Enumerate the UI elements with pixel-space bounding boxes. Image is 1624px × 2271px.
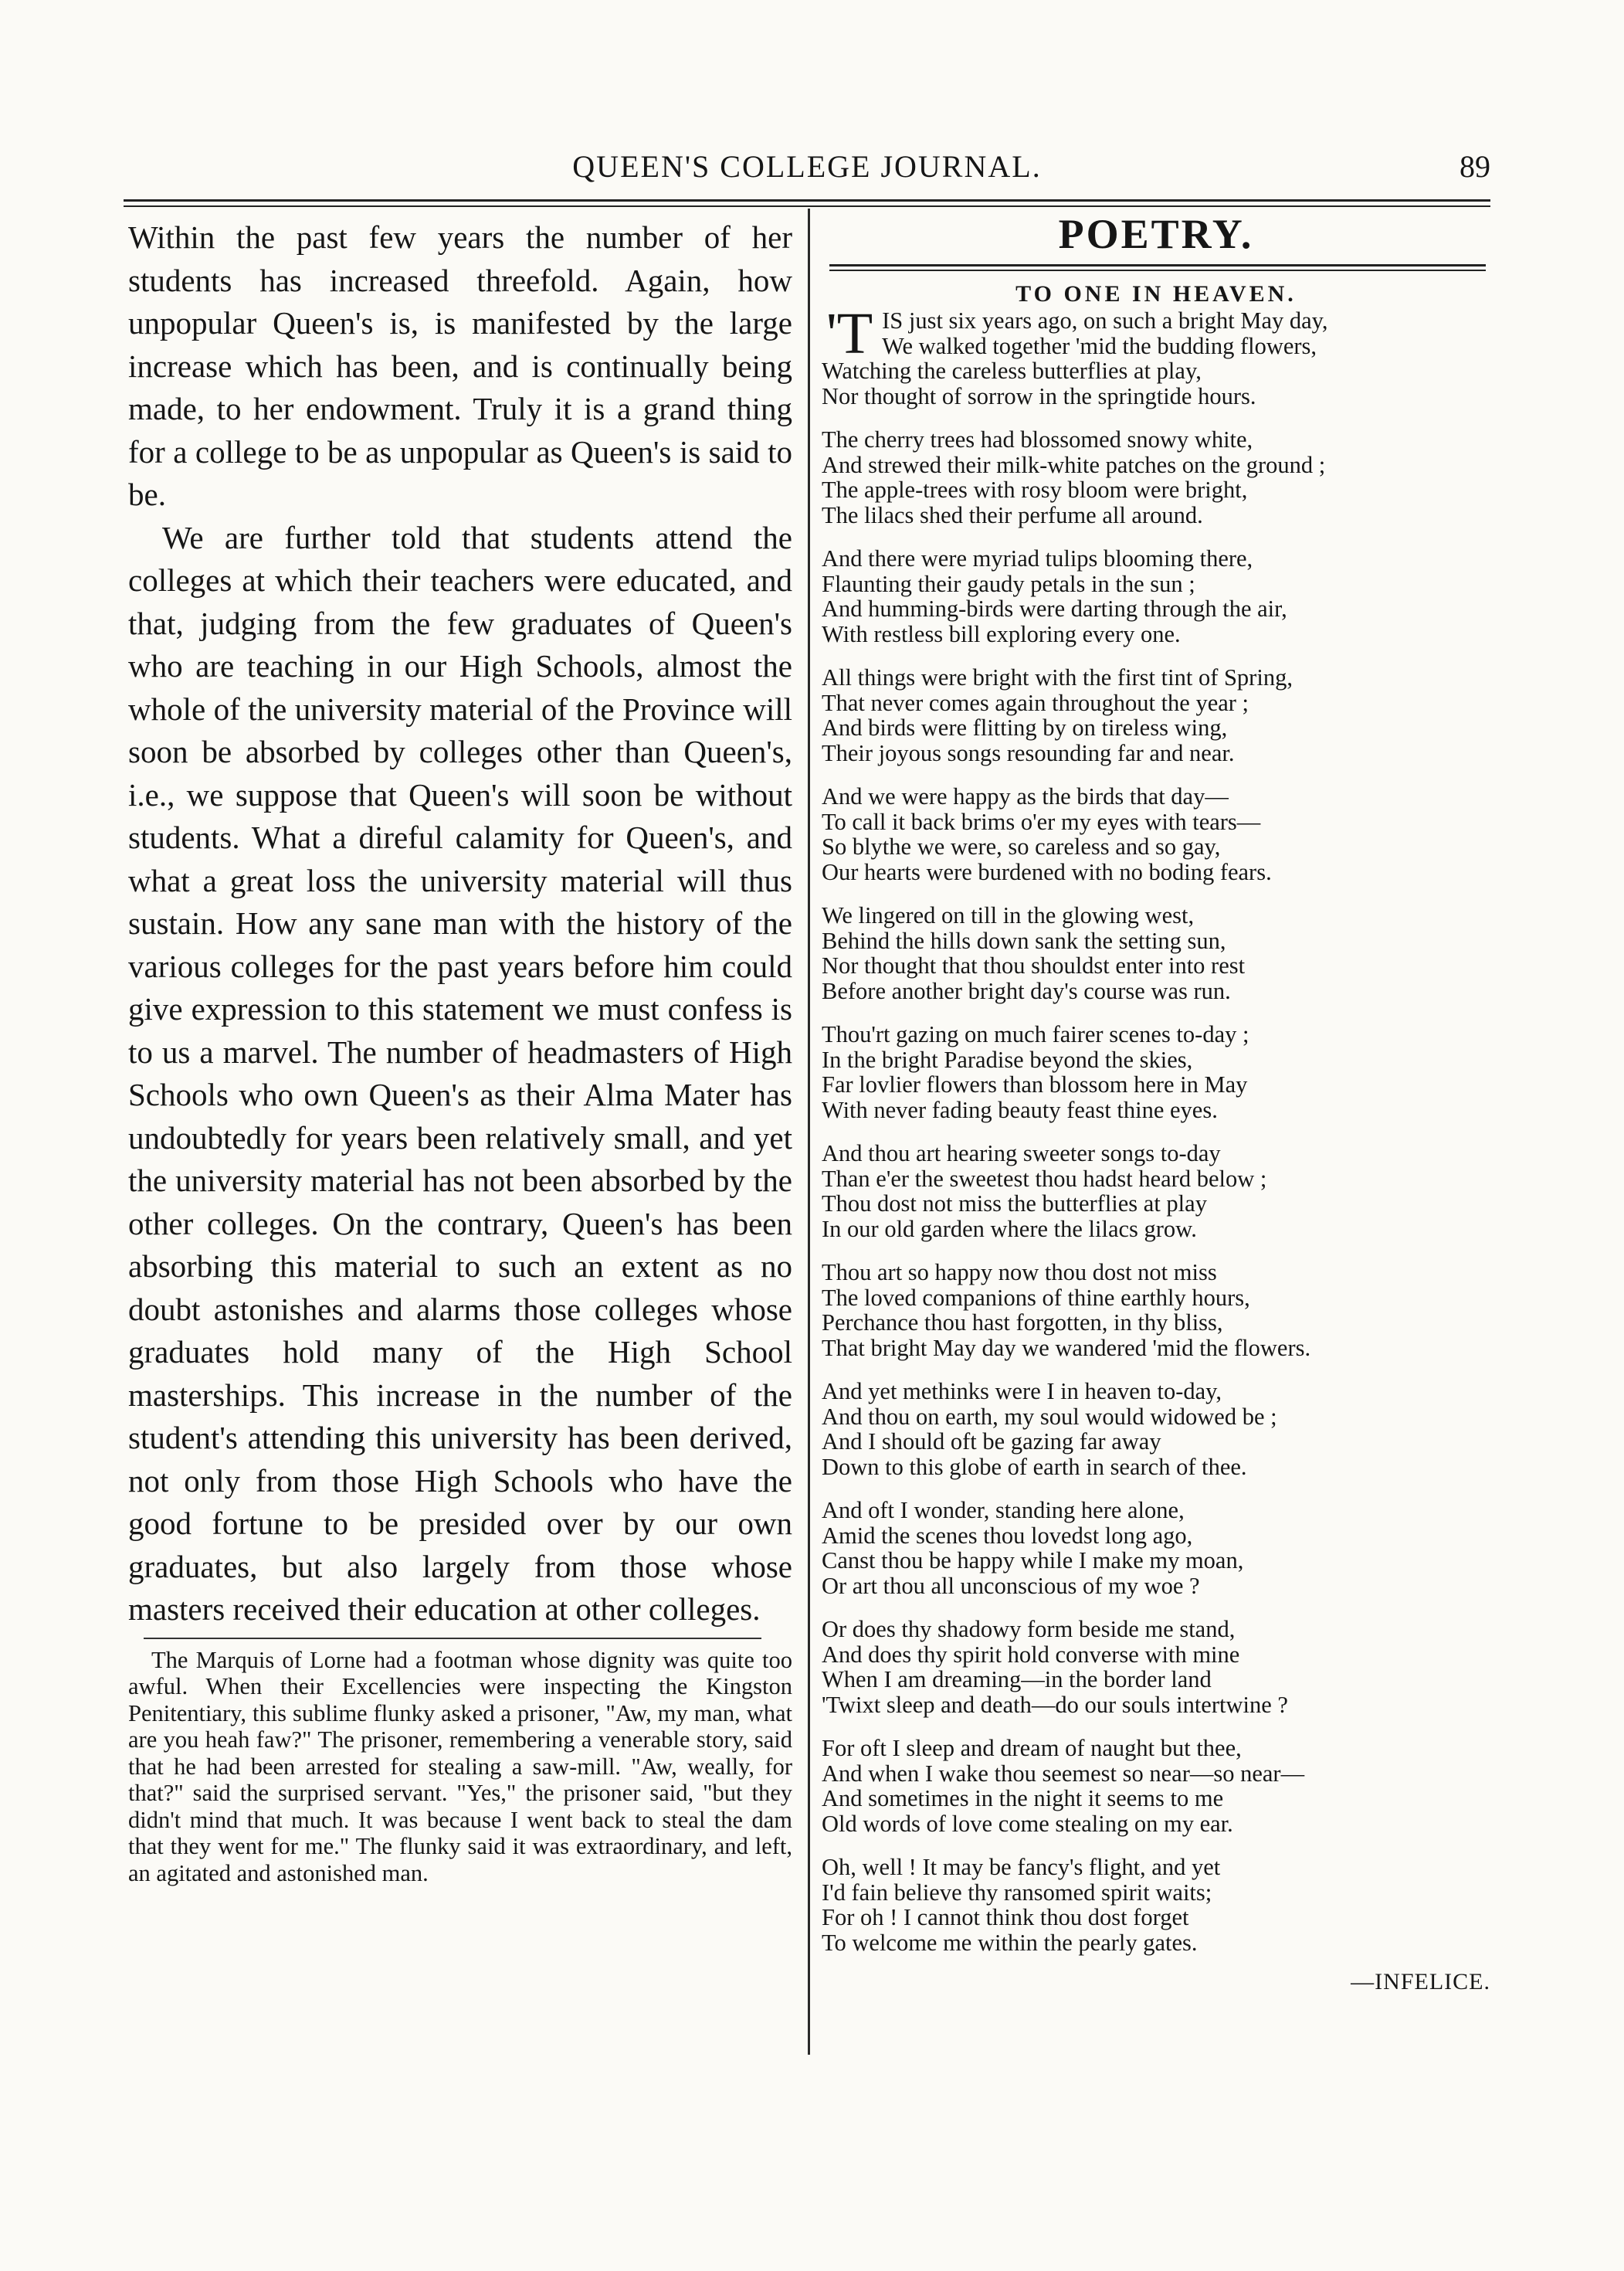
poem-line: Nor thought that thou shouldst enter into rest [822,952,1246,979]
running-head: QUEEN'S COLLEGE JOURNAL. [572,149,1042,184]
stanza [822,1617,1490,1717]
poem-line: With restless bill exploring every one. [822,620,1181,647]
poem-line: All things were bright with the first tint of Spring, [822,664,1293,691]
stanza [822,1141,1490,1241]
poem-line: Before another bright day's course was run. [822,977,1231,1004]
drop-cap: 'T [826,301,873,366]
poem-line: Old words of love come stealing on my ear. [822,1810,1233,1837]
poem-line: Watching the careless butterflies at play, [822,358,1202,384]
poem-line: For oft I sleep and dream of naught but thee, [822,1735,1242,1761]
poem-line: The lilacs shed their perfume all around. [822,501,1203,528]
poem-line: In our old garden where the lilacs grow. [822,1215,1197,1242]
poem-line: Their joyous songs resounding far and near. [822,739,1235,766]
stanza [822,546,1490,647]
poem-line: Canst thou be happy while I make my moan, [822,1547,1244,1573]
right-column [822,210,1490,1995]
poem-line: In the bright Paradise beyond the skies, [822,1046,1193,1073]
paragraph: Within the past few years the number of her students has increased threefold. Again, how unpopular Queen's is, is manifested by the large increase which has been, and is continually being made, to her endowment. Truly it is a grand thing for a college to be as unpopular as Queen's is said to be. [128,219,792,512]
poem-line: And oft I wonder, standing here alone, [822,1497,1185,1523]
header-rule [124,199,1490,207]
section-title: POETRY. [1058,211,1254,257]
poem-line: That never comes again throughout the year ; [822,689,1249,716]
stanza [822,665,1490,765]
poem-line: And sometimes in the night it seems to me [822,1785,1224,1811]
poem-line: Down to this globe of earth in search of thee. [822,1453,1247,1480]
stanza [822,1855,1490,1955]
left-column [128,216,792,1886]
poem-line: And we were happy as the birds that day— [822,783,1229,810]
poem-line: And when I wake thou seemest so near—so near— [822,1760,1305,1787]
poem-line: And does thy spirit hold converse with mine [822,1641,1240,1668]
stanza [822,301,1490,409]
poem-line: Or does thy shadowy form beside me stand, [822,1616,1236,1642]
poem-line: And thou art hearing sweeter songs to-day [822,1140,1221,1166]
poem-line: To call it back brims o'er my eyes with tears— [822,808,1261,835]
stanza [822,1736,1490,1836]
stanza [822,784,1490,884]
poem-signature: —INFELICE. [1351,1969,1490,1994]
anecdote-footnote: The Marquis of Lorne had a footman whose dignity was quite too awful. When their Excellencies were inspecting the Kingston Penitentiary, this sublime flunky asked a prisoner, "Aw, my man, what are you heah faw?" The prisoner, remembering a venerable story, said that he had been arrested for stealing a saw-mill. "Aw, weally, for that?" said the surprised servant. "Yes," the prisoner said, "but they didn't mind that much. It was because I went back to steal the dam that they went for me." The flunky said it was extraordinary, and left, an agitated and astonished man. [128,1646,792,1886]
poem-line: The cherry trees had blossomed snowy white, [822,426,1253,453]
poem-line: And there were myriad tulips blooming there, [822,545,1253,572]
poem-line: Thou'rt gazing on much fairer scenes to-day ; [822,1021,1249,1047]
poem-line: 'Twixt sleep and death—do our souls intertwine ? [822,1691,1288,1718]
page-header [124,145,1490,192]
poem-line: And yet methinks were I in heaven to-day, [822,1378,1222,1404]
poem-line: And strewed their milk-white patches on the ground ; [822,451,1326,478]
poem [822,301,1490,1956]
poem-line: Our hearts were burdened with no boding fears. [822,858,1272,885]
stanza [822,1379,1490,1479]
poem-line: When I am dreaming—in the border land [822,1666,1212,1692]
poem-line: Nor thought of sorrow in the springtide hours. [822,382,1256,409]
poem-line: We walked together 'mid the budding flowers, [882,332,1317,359]
section-rule [829,264,1486,271]
poem-line: Perchance thou hast forgotten, in thy bliss, [822,1309,1223,1336]
poem-line: That bright May day we wandered 'mid the flowers. [822,1334,1311,1361]
stanza [822,1498,1490,1598]
poem-line: So blythe we were, so careless and so gay, [822,833,1221,860]
poem-line: And thou on earth, my soul would widowed be ; [822,1403,1277,1430]
poem-line: Thou art so happy now thou dost not miss [822,1259,1217,1285]
page-number: 89 [1460,149,1490,184]
poem-line: Oh, well ! It may be fancy's flight, and yet [822,1854,1221,1880]
stanza [822,903,1490,1003]
poem-line: For oh ! I cannot think thou dost forget [822,1904,1189,1930]
poem-line: And I should oft be gazing far away [822,1428,1161,1455]
poem-line: With never fading beauty feast thine eyes. [822,1096,1218,1123]
footnote-rule [144,1638,761,1639]
stanza [822,1022,1490,1122]
poem-line: The loved companions of thine earthly hours, [822,1284,1250,1311]
poem-line: To welcome me within the pearly gates. [822,1929,1198,1956]
poem-line: Than e'er the sweetest thou hadst heard below ; [822,1165,1267,1192]
poem-title: TO ONE IN HEAVEN. [1015,281,1297,307]
poem-line: I'd fain believe thy ransomed spirit waits; [822,1879,1212,1906]
poem-line: The apple-trees with rosy bloom were bright, [822,477,1248,503]
poem-line: Or art thou all unconscious of my woe ? [822,1572,1200,1599]
stanza [822,427,1490,528]
stanza [822,1260,1490,1360]
poem-line: And humming-birds were darting through the air, [822,596,1287,622]
poem-line-text: IS just six years ago, on such a bright May day, [882,307,1328,334]
poem-line: Thou dost not miss the butterflies at play [822,1190,1207,1217]
paragraph: We are further told that students attend the colleges at which their teachers were educated, and that, judging from the few graduates of Queen's who are teaching in our High Schools, almost the whole of the university material of the Province will soon be absorbed by colleges other than Queen's, i.e., we suppose that Queen's will soon be without students. What a direful calamity for Queen's, and what a great loss the university material will thus sustain. How any sane man with the history of the various colleges for the past years before him could give expression to this statement we must confess is to us a marvel. The number of headmasters of High Schools who own Queen's as their Alma Mater has undoubtedly for years been relatively small, and yet the university material has not been absorbed by the other colleges. On the contrary, Queen's has been absorbing this material to such an extent as no doubt astonishes and alarms those colleges whose graduates hold many of the High School masterships. This increase in the number of the student's attending this university has been derived, not only from those High Schools who have the good fortune to be presided over by our own graduates, but also largely from those whose masters received their education at other colleges. [128,519,792,1627]
poem-line: Behind the hills down sank the setting sun, [822,927,1226,954]
poem-line: Far lovlier flowers than blossom here in May [822,1071,1248,1098]
editorial-text [128,216,792,1631]
poem-line: We lingered on till in the glowing west, [822,902,1195,928]
column-divider [808,209,810,2055]
poem-line: Flaunting their gaudy petals in the sun ; [822,570,1195,597]
poem-line: Amid the scenes thou lovedst long ago, [822,1522,1193,1549]
poem-line: And birds were flitting by on tireless wing, [822,715,1228,741]
